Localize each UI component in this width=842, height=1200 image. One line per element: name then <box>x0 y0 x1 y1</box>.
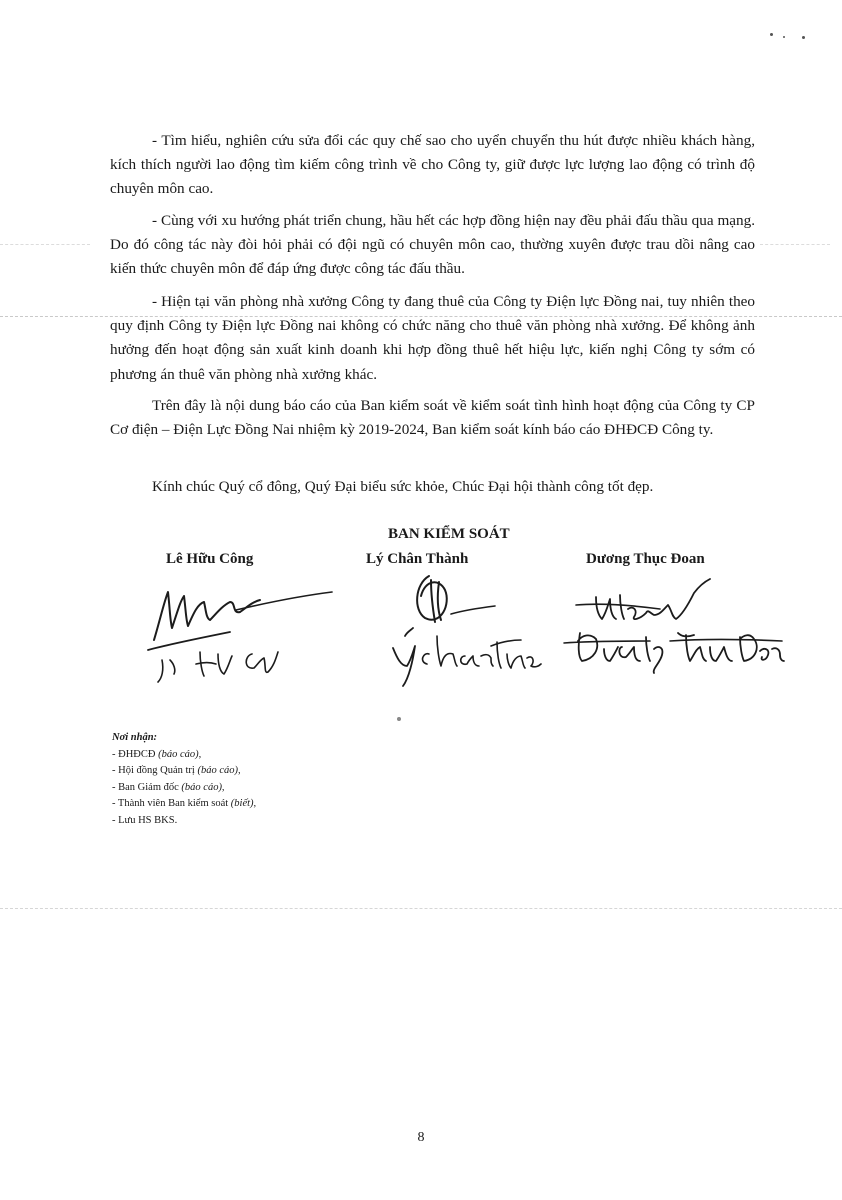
signature-3-image <box>560 575 790 675</box>
recipient-text: - Lưu HS BKS. <box>112 814 178 826</box>
page-number: 8 <box>417 1130 425 1145</box>
recipient-note: (biết), <box>230 798 257 810</box>
paragraph-2: - Cùng với xu hướng phát triển chung, hầu hết các hợp đồng hiện nay đều phải đấu thầu qua mạng. Do đó công tác này đòi hỏi phải có đội ngũ có chuyên môn cao, thường xuyên được trau dồi nâng cao kiến thức chuyên môn để đáp ứng được công tác đấu thầu. <box>110 212 755 278</box>
board-heading: BAN KIỂM SOÁT <box>388 526 510 542</box>
scan-speck <box>802 36 805 39</box>
paragraph-3: - Hiện tại văn phòng nhà xưởng Công ty đang thuê của Công ty Điện lực Đồng nai, tuy nhiên theo quy định Công ty Điện lực Đồng nai không có chức năng cho thuê văn phòng nhà xưởng. Để không ảnh hưởng đến hoạt động sản xuất kinh doanh khi hợp đồng thuê hết hiệu lực, kiến nghị Công ty sớm có phương án thuê văn phòng nhà xưởng khác. <box>110 293 755 383</box>
recipient-text: - Ban Giám đốc <box>112 781 182 793</box>
signatory-name-1: Lê Hữu Công <box>166 551 254 567</box>
recipient-text: - ĐHĐCĐ <box>112 748 159 760</box>
scan-speck <box>783 36 785 38</box>
recipient-item <box>112 747 256 764</box>
closing-paragraph: Kính chúc Quý cổ đông, Quý Đại biểu sức khỏe, Chúc Đại hội thành công tốt đẹp. <box>152 478 654 495</box>
scan-line-artifact <box>760 244 830 245</box>
recipient-note: (báo cáo), <box>181 781 225 793</box>
recipient-item <box>112 763 256 780</box>
scan-speck <box>770 33 773 36</box>
scan-line-artifact <box>0 908 842 909</box>
paragraph-4: Trên đây là nội dung báo cáo của Ban kiểm soát về kiểm soát tình hình hoạt động của Công ty CP Cơ điện – Điện Lực Đồng Nai nhiệm kỳ 2019-2024, Ban kiểm soát kính báo cáo ĐHĐCĐ Công ty. <box>110 397 755 439</box>
signature-2-image <box>385 570 545 690</box>
recipients-block <box>112 730 256 830</box>
signature-1-image <box>140 580 340 685</box>
recipients-title: Nơi nhận: <box>112 732 158 743</box>
recipient-text: - Hội đồng Quản trị <box>112 765 198 777</box>
recipient-item <box>112 796 256 813</box>
recipient-item <box>112 813 256 830</box>
recipient-note: (báo cáo), <box>197 765 241 777</box>
scan-speck <box>397 717 401 721</box>
scan-line-artifact <box>0 244 90 245</box>
recipient-item <box>112 780 256 797</box>
recipient-note: (báo cáo), <box>158 748 202 760</box>
recipient-text: - Thành viên Ban kiểm soát <box>112 798 231 810</box>
signatory-name-2: Lý Chân Thành <box>366 551 469 567</box>
paragraph-1: - Tìm hiểu, nghiên cứu sửa đổi các quy chế sao cho uyển chuyển thu hút được nhiều khách hàng, kích thích người lao động tìm kiếm công trình về cho Công ty, giữ được lực lượng lao động có trình độ chuyên môn cao. <box>110 132 755 198</box>
signatory-name-3: Dương Thục Đoan <box>586 551 705 567</box>
